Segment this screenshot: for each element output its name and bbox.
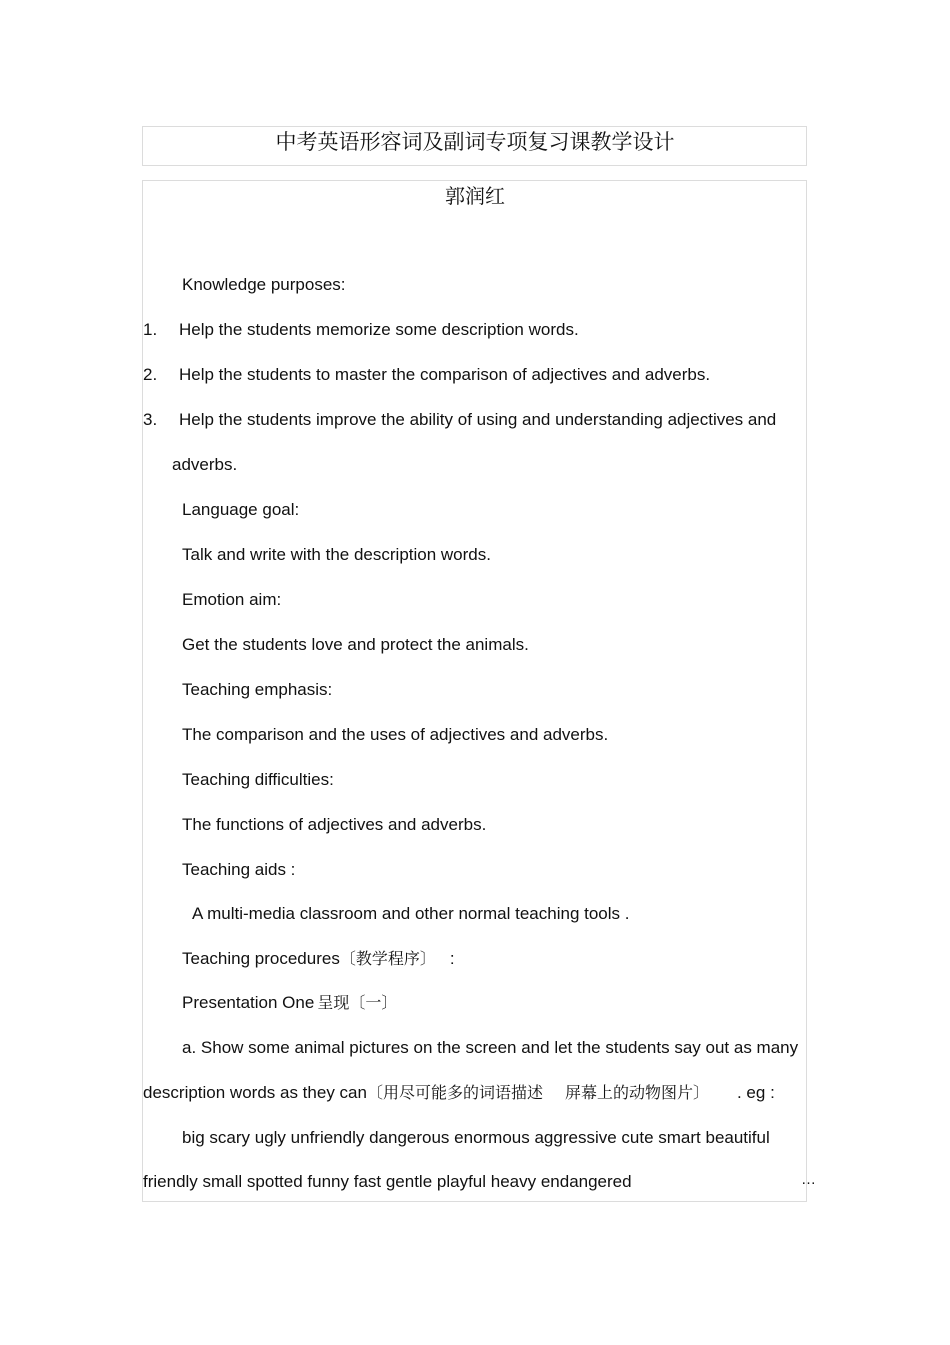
presentation-heading [182,993,397,1013]
knowledge-heading: Knowledge purposes: [182,275,346,294]
procedures-heading-cn: 〔教学程序〕 [339,949,436,968]
list-item: Help the students to master the comparison of adjectives and adverbs. [179,365,711,384]
ellipsis: … [801,1171,816,1188]
step-a-line-2-cn-2: 屏幕上的动物图片〕 [564,1083,709,1102]
words-line-2: friendly small spotted funny fast gentle playful heavy endangered [143,1172,632,1191]
list-item: Help the students improve the ability of using and understanding adjectives and [179,410,777,429]
list-item: Help the students memorize some description words. [179,320,579,339]
list-item-number: 3. [143,410,158,429]
list-item-continuation: adverbs. [172,455,238,474]
list-item-number: 1. [143,320,158,339]
words-line-1: big scary ugly unfriendly dangerous enormous aggressive cute smart beautiful [182,1128,770,1147]
procedures-heading [182,949,455,969]
emphasis-heading: Teaching emphasis: [182,680,333,699]
emotion-heading: Emotion aim: [182,590,282,609]
language-goal-text: Talk and write with the description words. [182,545,491,564]
procedures-colon: : [449,949,455,968]
language-goal-heading: Language goal: [182,500,300,519]
list-item-number: 2. [143,365,158,384]
page-title: 中考英语形容词及副词专项复习课教学设计 [275,130,675,154]
emotion-text: Get the students love and protect the animals. [182,635,529,654]
difficulties-heading: Teaching difficulties: [182,770,334,789]
emphasis-text: The comparison and the uses of adjectives and adverbs. [182,725,609,744]
author-name: 郭润红 [445,184,505,208]
aids-text: A multi-media classroom and other normal teaching tools . [192,904,630,923]
difficulties-text: The functions of adjectives and adverbs. [182,815,487,834]
step-a-line-2-eg: . eg : [736,1083,775,1102]
step-a-line-2 [143,1083,775,1103]
step-a-line-2-en: description words as they can [143,1083,367,1102]
step-a-line-1: a. Show some animal pictures on the screen and let the students say out as many [182,1038,799,1057]
step-a-line-2-cn-1: 〔用尽可能多的词语描述 [366,1083,543,1102]
procedures-heading-en: Teaching procedures [182,949,340,968]
presentation-heading-cn: 呈现〔一〕 [317,993,398,1012]
aids-heading: Teaching aids : [182,860,296,879]
presentation-heading-en: Presentation One [182,993,315,1012]
